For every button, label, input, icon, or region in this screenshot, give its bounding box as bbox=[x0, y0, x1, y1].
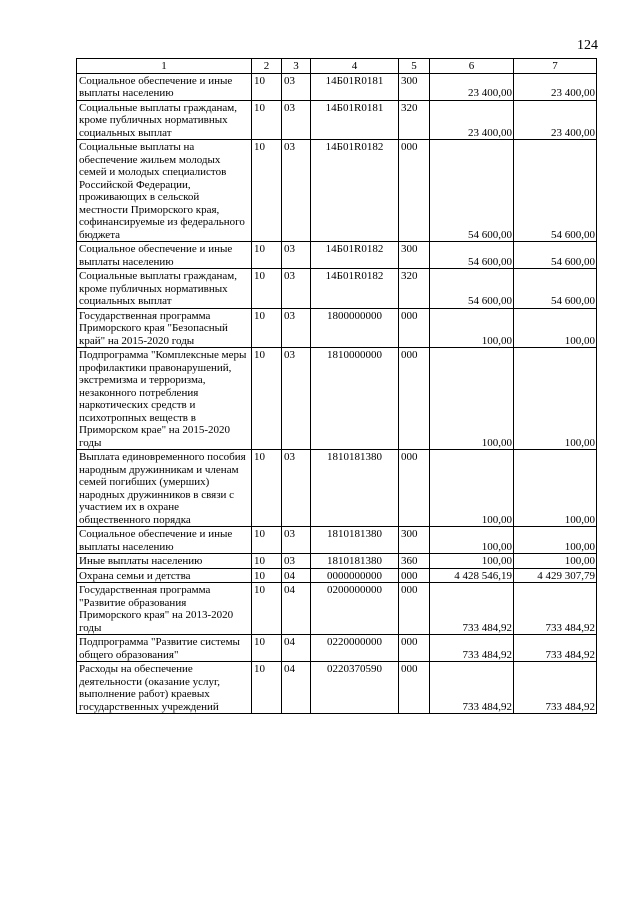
amount-2020-cell: 733 484,92 bbox=[514, 662, 597, 714]
row-name-cell: Подпрограмма "Развитие системы общего образования" bbox=[77, 635, 252, 662]
subsection-code-cell: 03 bbox=[282, 73, 311, 100]
amount-2019-cell: 733 484,92 bbox=[430, 662, 514, 714]
expense-type-cell: 000 bbox=[399, 348, 430, 450]
expense-type-cell: 000 bbox=[399, 583, 430, 635]
row-name-cell: Социальные выплаты гражданам, кроме публичных нормативных социальных выплат bbox=[77, 269, 252, 309]
page-number: 124 bbox=[577, 38, 598, 53]
amount-2019-cell: 100,00 bbox=[430, 527, 514, 554]
expense-type-cell: 000 bbox=[399, 140, 430, 242]
row-name-cell: Социальные выплаты гражданам, кроме публичных нормативных социальных выплат bbox=[77, 100, 252, 140]
expense-type-cell: 300 bbox=[399, 73, 430, 100]
header-cell: 4 bbox=[311, 59, 399, 74]
target-article-cell: 0000000000 bbox=[311, 568, 399, 583]
target-article-cell: 1810181380 bbox=[311, 450, 399, 527]
section-code-cell: 10 bbox=[252, 527, 282, 554]
amount-2020-cell: 100,00 bbox=[514, 450, 597, 527]
amount-2020-cell: 54 600,00 bbox=[514, 140, 597, 242]
row-name-cell: Социальное обеспечение и иные выплаты населению bbox=[77, 527, 252, 554]
expense-type-cell: 320 bbox=[399, 269, 430, 309]
target-article-cell: 14Б01R0182 bbox=[311, 140, 399, 242]
amount-2020-cell: 100,00 bbox=[514, 308, 597, 348]
target-article-cell: 1810181380 bbox=[311, 554, 399, 569]
subsection-code-cell: 04 bbox=[282, 662, 311, 714]
subsection-code-cell: 03 bbox=[282, 554, 311, 569]
table-row bbox=[77, 73, 597, 100]
amount-2019-cell: 23 400,00 bbox=[430, 73, 514, 100]
target-article-cell: 1800000000 bbox=[311, 308, 399, 348]
amount-2019-cell: 733 484,92 bbox=[430, 635, 514, 662]
subsection-code-cell: 03 bbox=[282, 269, 311, 309]
row-name-cell: Иные выплаты населению bbox=[77, 554, 252, 569]
amount-2019-cell: 4 428 546,19 bbox=[430, 568, 514, 583]
row-name-cell: Государственная программа Приморского края "Безопасный край" на 2015-2020 годы bbox=[77, 308, 252, 348]
target-article-cell: 0200000000 bbox=[311, 583, 399, 635]
section-code-cell: 10 bbox=[252, 348, 282, 450]
table-row bbox=[77, 554, 597, 569]
section-code-cell: 10 bbox=[252, 100, 282, 140]
table-row bbox=[77, 568, 597, 583]
row-name-cell: Государственная программа "Развитие образования Приморского края" на 2013-2020 годы bbox=[77, 583, 252, 635]
row-name-cell: Социальное обеспечение и иные выплаты населению bbox=[77, 73, 252, 100]
subsection-code-cell: 03 bbox=[282, 527, 311, 554]
subsection-code-cell: 04 bbox=[282, 635, 311, 662]
table-row bbox=[77, 100, 597, 140]
amount-2019-cell: 100,00 bbox=[430, 308, 514, 348]
table-row bbox=[77, 269, 597, 309]
header-cell: 2 bbox=[252, 59, 282, 74]
amount-2019-cell: 100,00 bbox=[430, 348, 514, 450]
table-row bbox=[77, 308, 597, 348]
amount-2019-cell: 100,00 bbox=[430, 554, 514, 569]
expense-type-cell: 360 bbox=[399, 554, 430, 569]
subsection-code-cell: 04 bbox=[282, 583, 311, 635]
target-article-cell: 1810181380 bbox=[311, 527, 399, 554]
target-article-cell: 14Б01R0181 bbox=[311, 100, 399, 140]
row-name-cell: Подпрограмма "Комплексные меры профилактики правонарушений, экстремизма и терроризма, незаконного потребления наркотических средств и психотропных веществ в Приморском крае" на 2015-2020 годы bbox=[77, 348, 252, 450]
amount-2020-cell: 100,00 bbox=[514, 348, 597, 450]
target-article-cell: 0220000000 bbox=[311, 635, 399, 662]
amount-2019-cell: 54 600,00 bbox=[430, 269, 514, 309]
section-code-cell: 10 bbox=[252, 662, 282, 714]
target-article-cell: 14Б01R0181 bbox=[311, 73, 399, 100]
amount-2020-cell: 100,00 bbox=[514, 527, 597, 554]
amount-2020-cell: 733 484,92 bbox=[514, 635, 597, 662]
section-code-cell: 10 bbox=[252, 450, 282, 527]
row-name-cell: Расходы на обеспечение деятельности (оказание услуг, выполнение работ) краевых государственных учреждений bbox=[77, 662, 252, 714]
amount-2020-cell: 733 484,92 bbox=[514, 583, 597, 635]
target-article-cell: 14Б01R0182 bbox=[311, 242, 399, 269]
table-row bbox=[77, 140, 597, 242]
table-row bbox=[77, 450, 597, 527]
section-code-cell: 10 bbox=[252, 140, 282, 242]
amount-2020-cell: 23 400,00 bbox=[514, 100, 597, 140]
table-row bbox=[77, 242, 597, 269]
expense-type-cell: 320 bbox=[399, 100, 430, 140]
amount-2020-cell: 54 600,00 bbox=[514, 269, 597, 309]
expense-type-cell: 000 bbox=[399, 568, 430, 583]
target-article-cell: 14Б01R0182 bbox=[311, 269, 399, 309]
section-code-cell: 10 bbox=[252, 568, 282, 583]
budget-table bbox=[76, 58, 597, 714]
expense-type-cell: 000 bbox=[399, 308, 430, 348]
subsection-code-cell: 03 bbox=[282, 348, 311, 450]
section-code-cell: 10 bbox=[252, 635, 282, 662]
header-cell: 5 bbox=[399, 59, 430, 74]
subsection-code-cell: 03 bbox=[282, 100, 311, 140]
header-cell: 3 bbox=[282, 59, 311, 74]
section-code-cell: 10 bbox=[252, 269, 282, 309]
section-code-cell: 10 bbox=[252, 73, 282, 100]
table-row bbox=[77, 583, 597, 635]
header-cell: 1 bbox=[77, 59, 252, 74]
table-row bbox=[77, 348, 597, 450]
table-row bbox=[77, 635, 597, 662]
amount-2019-cell: 23 400,00 bbox=[430, 100, 514, 140]
expense-type-cell: 300 bbox=[399, 242, 430, 269]
amount-2020-cell: 4 429 307,79 bbox=[514, 568, 597, 583]
amount-2020-cell: 100,00 bbox=[514, 554, 597, 569]
amount-2019-cell: 733 484,92 bbox=[430, 583, 514, 635]
subsection-code-cell: 03 bbox=[282, 450, 311, 527]
subsection-code-cell: 03 bbox=[282, 242, 311, 269]
expense-type-cell: 300 bbox=[399, 527, 430, 554]
target-article-cell: 1810000000 bbox=[311, 348, 399, 450]
row-name-cell: Социальное обеспечение и иные выплаты населению bbox=[77, 242, 252, 269]
amount-2019-cell: 54 600,00 bbox=[430, 140, 514, 242]
section-code-cell: 10 bbox=[252, 554, 282, 569]
row-name-cell: Социальные выплаты на обеспечение жильем молодых семей и молодых специалистов Российской Федерации, проживающих в сельской местности Приморского края, софинансируемые из федерального бюджета bbox=[77, 140, 252, 242]
subsection-code-cell: 04 bbox=[282, 568, 311, 583]
section-code-cell: 10 bbox=[252, 583, 282, 635]
row-name-cell: Охрана семьи и детства bbox=[77, 568, 252, 583]
subsection-code-cell: 03 bbox=[282, 308, 311, 348]
table-row bbox=[77, 527, 597, 554]
amount-2019-cell: 100,00 bbox=[430, 450, 514, 527]
expense-type-cell: 000 bbox=[399, 450, 430, 527]
amount-2020-cell: 23 400,00 bbox=[514, 73, 597, 100]
header-cell: 6 bbox=[430, 59, 514, 74]
target-article-cell: 0220370590 bbox=[311, 662, 399, 714]
expense-type-cell: 000 bbox=[399, 635, 430, 662]
amount-2020-cell: 54 600,00 bbox=[514, 242, 597, 269]
section-code-cell: 10 bbox=[252, 308, 282, 348]
subsection-code-cell: 03 bbox=[282, 140, 311, 242]
table-row bbox=[77, 662, 597, 714]
row-name-cell: Выплата единовременного пособия народным дружинникам и членам семей погибших (умерших) народных дружинников в связи с участием их в охране общественного порядка bbox=[77, 450, 252, 527]
header-cell: 7 bbox=[514, 59, 597, 74]
section-code-cell: 10 bbox=[252, 242, 282, 269]
expense-type-cell: 000 bbox=[399, 662, 430, 714]
amount-2019-cell: 54 600,00 bbox=[430, 242, 514, 269]
table-header-row bbox=[77, 59, 597, 74]
